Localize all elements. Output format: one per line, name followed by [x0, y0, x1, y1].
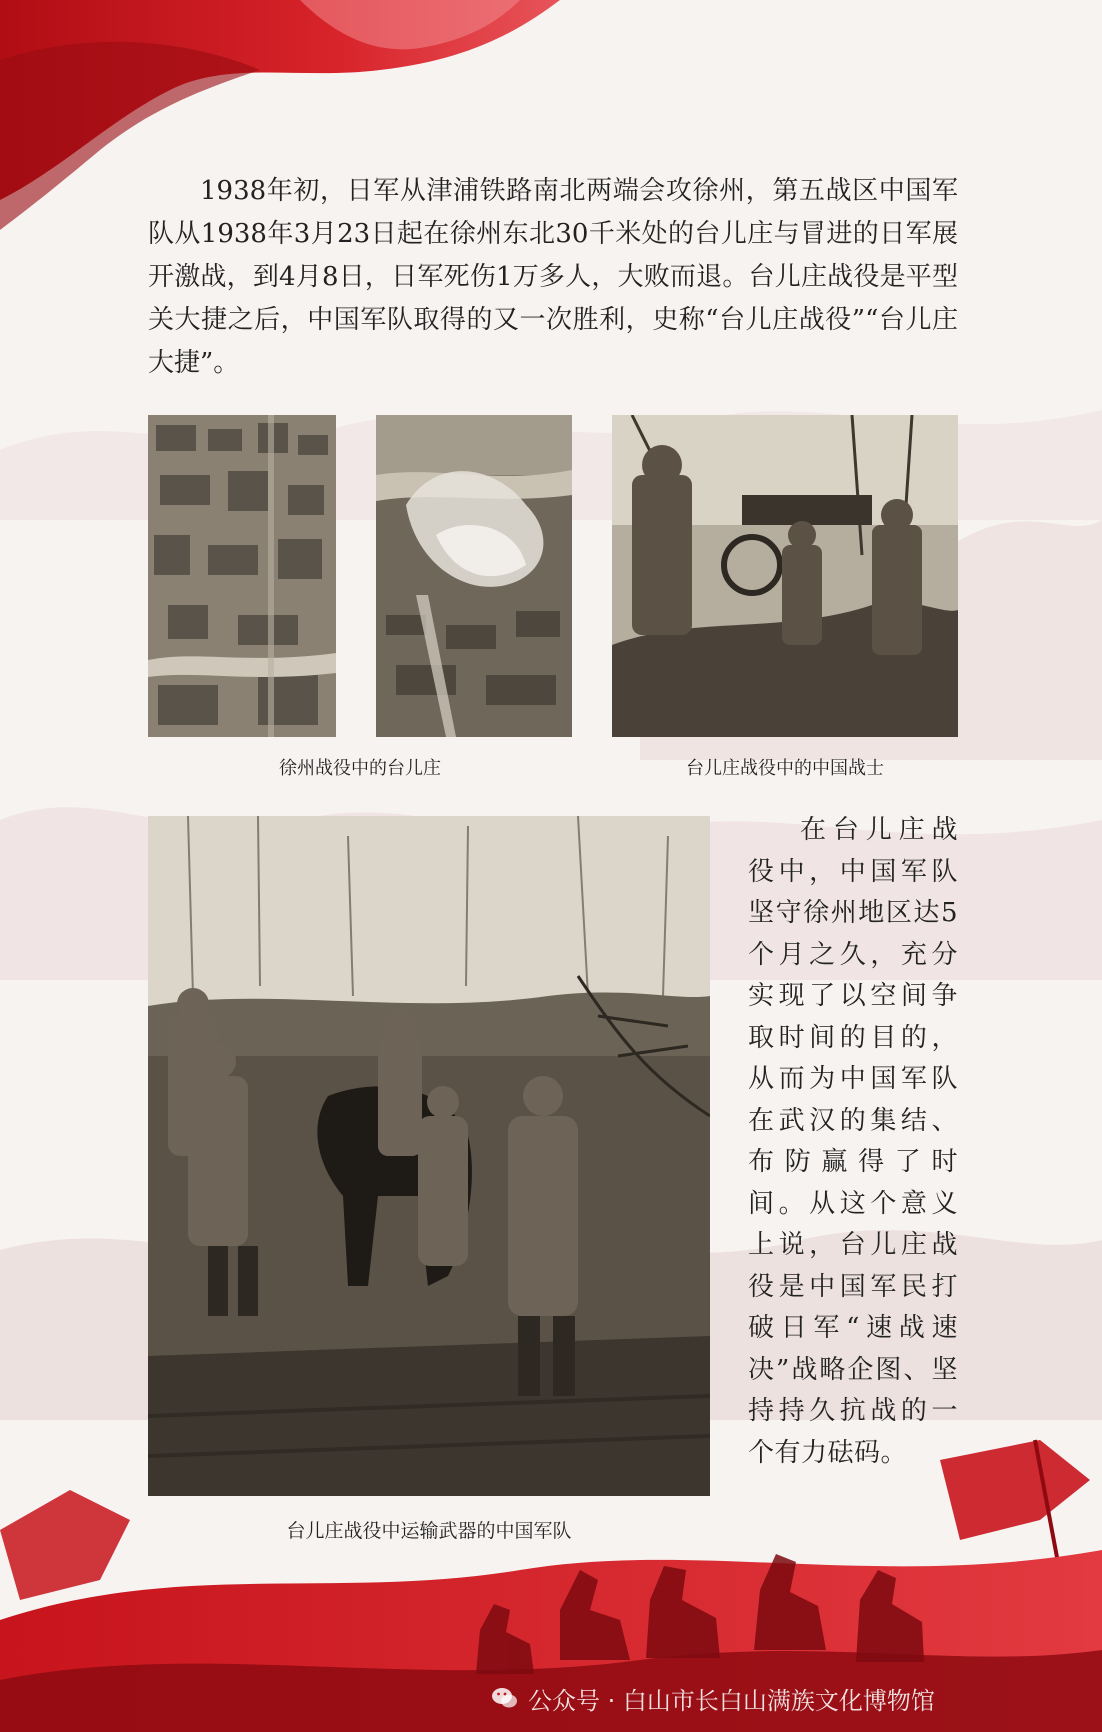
caption-top-left: 徐州战役中的台儿庄 [279, 758, 441, 779]
side-paragraph: 在台儿庄战役中，中国军队坚守徐州地区达5个月之久，充分实现了以空间争取时间的目的，从而为中国军队在武汉的集结、布防赢得了时间。从这个意义上说，台儿庄战役是中国军民打破日军“速战速决”战略企图、坚持持久抗战的一个有力砝码。 [748, 815, 958, 1468]
watermark [490, 1680, 1070, 1716]
photo-taierzhuang-aerial-2 [376, 415, 572, 737]
intro-paragraph: 1938年初，日军从津浦铁路南北两端会攻徐州，第五战区中国军队从1938年3月23日起在徐州东北30千米处的台儿庄与冒进的日军展开激战，到4月8日，日军死伤1万多人，大败而退。台儿庄战役是平型关大捷之后，中国军队取得的又一次胜利，史称“台儿庄战役”“台儿庄大捷”。 [148, 176, 958, 378]
photo-soldiers-transporting-weapons [148, 816, 710, 1496]
caption-top-right: 台儿庄战役中的中国战士 [686, 758, 884, 779]
wechat-icon [490, 1683, 520, 1713]
photo-taierzhuang-aerial-1 [148, 415, 336, 737]
caption-bottom: 台儿庄战役中运输武器的中国军队 [286, 1520, 572, 1542]
photo-chinese-soldiers-artillery [612, 415, 958, 737]
watermark-text: 公众号 · 白山市长白山满族文化博物馆 [528, 1686, 935, 1715]
